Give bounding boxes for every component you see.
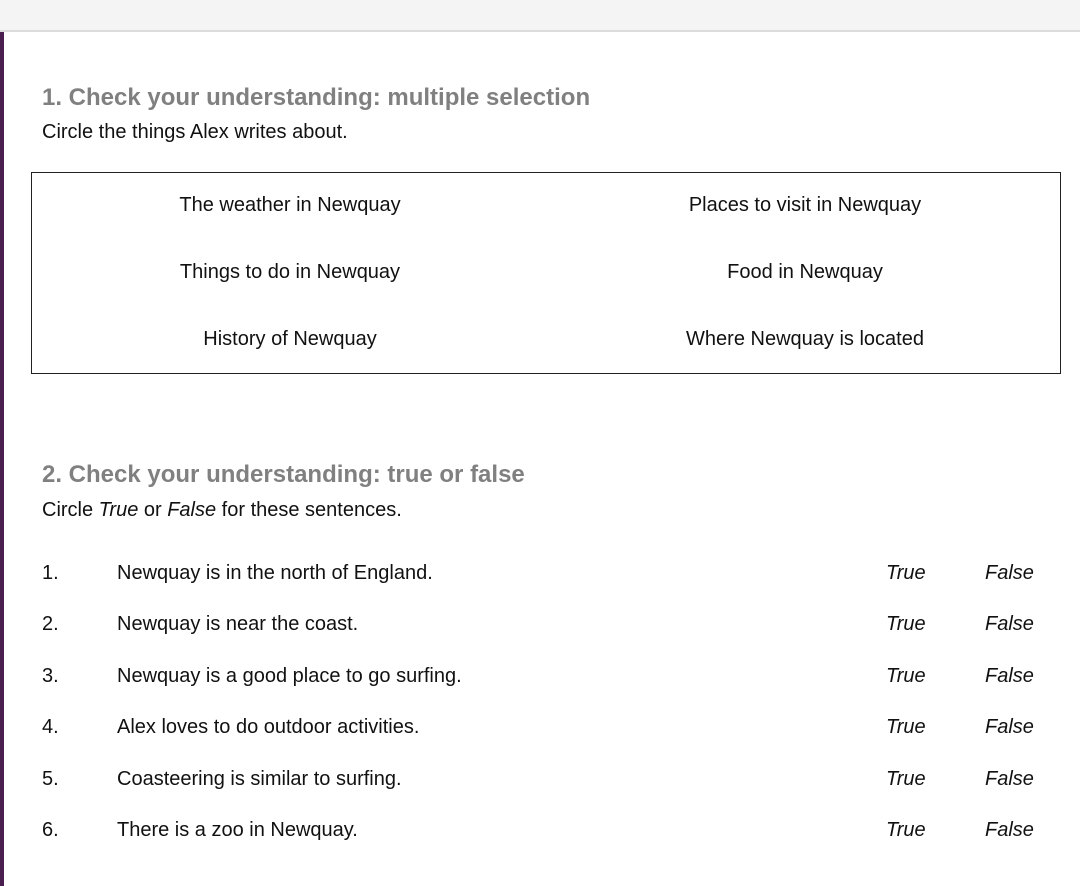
false-option[interactable]: False [985, 716, 1034, 738]
tf-number: 4. [42, 716, 59, 738]
instruction-false-word: False [167, 499, 217, 521]
false-option[interactable]: False [985, 665, 1034, 687]
instruction-mid: or [138, 499, 168, 521]
tf-statement: Alex loves to do outdoor activities. [117, 716, 420, 738]
tf-number: 2. [42, 613, 59, 635]
true-option[interactable]: True [886, 665, 926, 687]
tf-row [0, 562, 1080, 592]
false-option[interactable]: False [985, 562, 1034, 584]
tf-row [0, 716, 1080, 746]
tf-statement: Newquay is in the north of England. [117, 562, 433, 584]
tf-statement: Newquay is a good place to go surfing. [117, 665, 462, 687]
instruction-post: for these sentences. [216, 499, 402, 521]
false-option[interactable]: False [985, 613, 1034, 635]
instruction-true-word: True [98, 499, 139, 521]
tf-statement: There is a zoo in Newquay. [117, 819, 358, 841]
tf-row [0, 768, 1080, 798]
tf-row [0, 819, 1080, 849]
option-location[interactable]: Where Newquay is located [686, 328, 924, 350]
tf-row [0, 665, 1080, 695]
section1-instruction: Circle the things Alex writes about. [42, 121, 348, 143]
tf-statement: Coasteering is similar to surfing. [117, 768, 402, 790]
instruction-pre: Circle [42, 499, 99, 521]
tf-number: 3. [42, 665, 59, 687]
section1-heading: 1. Check your understanding: multiple selection [42, 84, 591, 111]
true-option[interactable]: True [886, 716, 926, 738]
option-weather[interactable]: The weather in Newquay [179, 194, 401, 216]
false-option[interactable]: False [985, 819, 1034, 841]
worksheet-page [0, 32, 1080, 886]
tf-row [0, 613, 1080, 643]
false-option[interactable]: False [985, 768, 1034, 790]
tf-number: 1. [42, 562, 59, 584]
section2-instruction [42, 499, 402, 522]
tf-statement: Newquay is near the coast. [117, 613, 359, 635]
option-history[interactable]: History of Newquay [203, 328, 377, 350]
option-things-to-do[interactable]: Things to do in Newquay [179, 261, 401, 283]
viewer-top-bar [0, 0, 1080, 32]
option-food[interactable]: Food in Newquay [727, 261, 883, 283]
section2-heading: 2. Check your understanding: true or false [42, 461, 525, 488]
option-places-to-visit[interactable]: Places to visit in Newquay [688, 194, 922, 216]
tf-number: 6. [42, 819, 59, 841]
tf-number: 5. [42, 768, 59, 790]
true-option[interactable]: True [886, 613, 926, 635]
true-option[interactable]: True [886, 768, 926, 790]
true-option[interactable]: True [886, 819, 926, 841]
true-option[interactable]: True [886, 562, 926, 584]
options-box [31, 172, 1061, 374]
